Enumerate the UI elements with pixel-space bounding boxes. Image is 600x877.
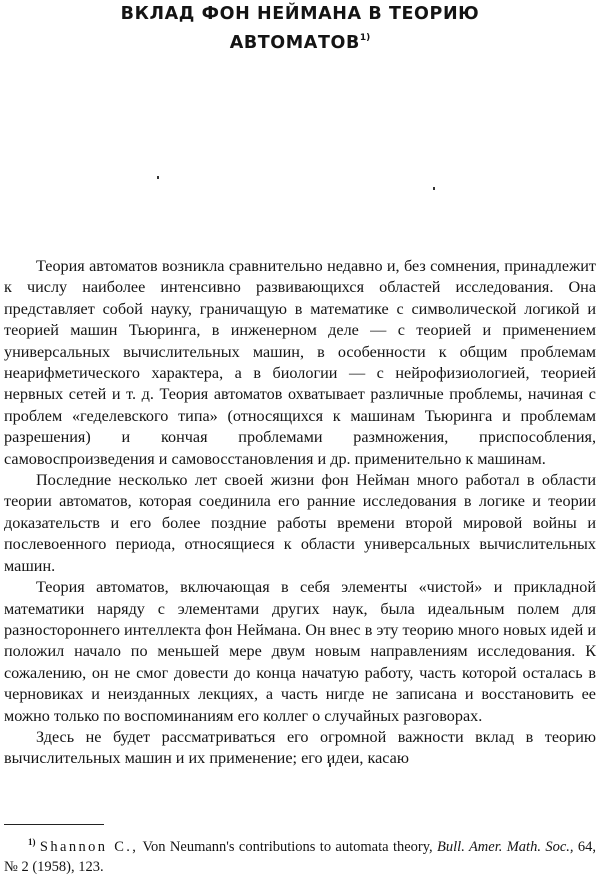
footnote xyxy=(4,832,596,877)
footnote-mark: 1) xyxy=(28,837,36,847)
print-speck xyxy=(157,176,159,179)
paragraph-3: Теория автоматов, включающая в себя элементы «чистой» и прикладной математики наряду с элементами других наук, была идеальным полем для разностороннего интеллекта фон Неймана. Он внес в эту теорию много новых идей и положил начало по меньшей мере двум новым направлениям исследования. К сожалению, он не смог довести до конца начатую работу, часть которой осталась в черновиках и неизданных лекциях, а часть нигде не записана и восстановить ее можно только по воспоминаниям его коллег о случайных разговорах. xyxy=(4,578,596,725)
print-speck xyxy=(433,187,435,190)
footnote-journal: Bull. Amer. Math. Soc., xyxy=(437,839,574,855)
footnote-text xyxy=(4,832,596,877)
main-text xyxy=(4,256,596,770)
title-footnote-mark: 1) xyxy=(359,33,371,43)
chapter-title xyxy=(0,2,600,55)
footnote-details: 64, № 2 (1958), 123. xyxy=(4,839,597,875)
paragraph-2: Последние несколько лет своей жизни фон Нейман много работал в области теории автоматов, которая соединила его ранние исследования в логике и теории доказательств и его более поздние работы времени второй мировой войны и послевоенного периода, относящиеся к области универсальных вычислительных машин. xyxy=(4,471,596,575)
footnote-divider xyxy=(4,824,104,825)
chapter-title-line-2 xyxy=(0,26,600,55)
footnote-author: Shannon C., xyxy=(39,839,139,855)
paragraph-4: Здесь не будет рассматриваться его огромной важности вклад в теорию вычислительных машин и их применение; его идеи, касаю xyxy=(4,727,596,768)
footnote-title: Von Neumann's contributions to automata theory, xyxy=(142,839,433,855)
paragraph-1: Теория автоматов возникла сравнительно недавно и, без сомнения, принадлежит к числу наиболее интенсивно развивающихся областей исследования. Она представляет собой науку, граничащую в математике с символической логикой и теорией машин Тьюринга, в инженерном деле — с теорией и применением универсальных вычислительных машин, в особенности к общим проблемам неарифметического характера, а в биологии — с нейрофизиологией, теорией нервных сетей и т. д. Теория автоматов охватывает различные проблемы, начиная с проблем «геделевского типа» (относящихся к машинам Тьюринга и проблемам разрешения) и кончая проблемами размножения, приспособления, самовоспроизведения и самовосстановления и др. применительно к машинам. xyxy=(4,257,596,468)
chapter-title-word: АВТОМАТОВ xyxy=(229,33,360,53)
chapter-title-line-1: ВКЛАД ФОН НЕЙМАНА В ТЕОРИЮ xyxy=(120,4,480,24)
